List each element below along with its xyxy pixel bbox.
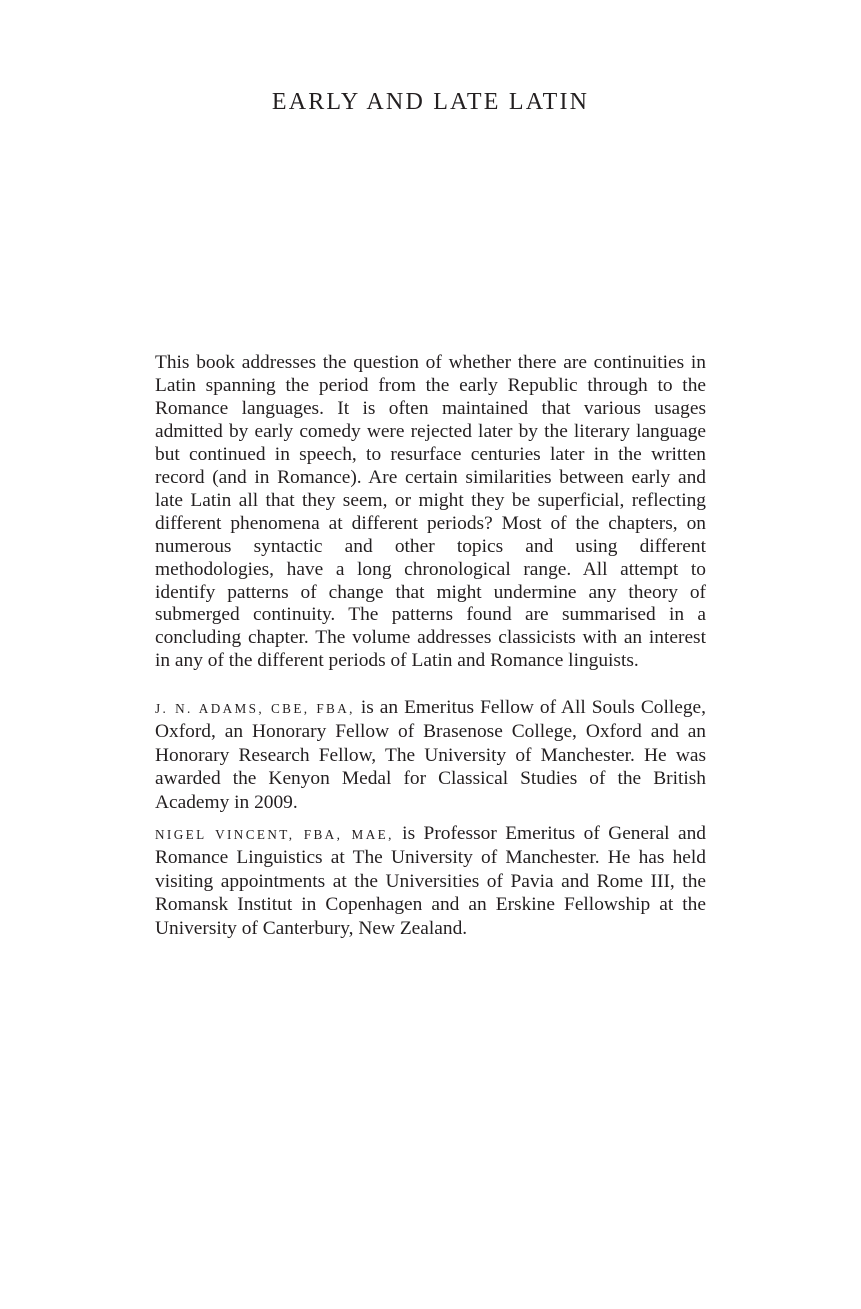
page-title: EARLY AND LATE LATIN: [271, 89, 590, 115]
author-bio-vincent: [155, 822, 706, 940]
book-description: This book addresses the question of whether there are continuities in Latin spanning the period from the early Republic through to the Romance languages. It is often maintained that various usages admitted by early comedy were rejected later by the literary language but continued in speech, to resurface centuries later in the written record (and in Romance). Are certain similarities between early and late Latin all that they seem, or might they be superficial, reflecting different phenomena at different periods? Most of the chapters, on numerous syntactic and other topics and using different methodologies, have a long chronological range. All attempt to identify patterns of change that might undermine any theory of submerged continuity. The patterns found are summarised in a concluding chapter. The volume addresses classicists with an interest in any of the different periods of Latin and Romance linguists.: [155, 352, 706, 672]
author-bio-adams: [155, 696, 706, 814]
author-bio-text-adams: is an Emeritus Fellow of All Souls College, Oxford, an Honorary Fellow of Brasenose College, Oxford and an Honorary Research Fellow, The University of Manchester. He was awarded the Kenyon Medal for Classical Studies of the British Academy in 2009.: [155, 697, 706, 813]
author-bio-text-vincent: is Professor Emeritus of General and Romance Linguistics at The University of Manchester. He has held visiting appointments at the Universities of Pavia and Rome III, the Romansk Institut in Copenhagen and an Erskine Fellowship at the University of Canterbury, New Zealand.: [155, 823, 706, 939]
author-name-vincent: NIGEL VINCENT, FBA, MAE,: [155, 827, 394, 842]
author-name-adams: J. N. ADAMS, CBE, FBA,: [155, 701, 355, 716]
